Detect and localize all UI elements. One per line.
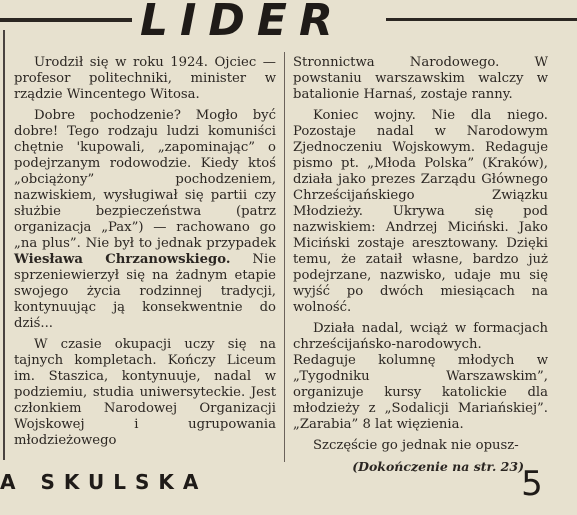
left-paragraph-2-start: Dobre pochodzenie? Mogło być dobre! Tego rodzaju ludzi komuniści chętnie 'kupowali, „zapominając” o podejrzanym rodowodzie. Kiedy ktoś „obciążony” pochodzeniem, nazwiskiem, wysługiwał się partii czy służbie bezpieczeństwa (patrz organizacja „Pax”) — rachowano go „na plus”. Nie był to jednak przypadek xyxy=(14,108,276,251)
left-paragraph-2-end: Nie sprzeniewierzył się na żadnym etapie swojego życia rodzinnej tradycji, kontynuując ją konsekwentnie do dziś... xyxy=(14,252,276,331)
left-paragraph-2 xyxy=(14,108,276,332)
right-paragraph-1: Stronnictwa Narodowego. W powstaniu warszawskim walczy w batalionie Harnaś, zostaje ranny. xyxy=(293,55,548,102)
right-paragraph-2: Koniec wojny. Nie dla niego. Pozostaje nadal w Narodowym Zjednoczeniu Wojskowym. Redaguje pismo pt. „Młoda Polska” (Kraków), działa jako prezes Zarządu Głównego Chrześcijańskiego Związku Młodzieży. Ukrywa się pod nazwiskiem: Andrzej Miciński. Jako Miciński zostaje aresztowany. Dzięki temu, że zataił własne, bardzo już podejrzane, nazwisko, udaje mu się wyjść po dwóch miesiącach na wolność. xyxy=(293,108,548,315)
header-rule-left xyxy=(0,18,132,22)
author-name: A SKULSKA xyxy=(0,470,208,494)
header-rule-right xyxy=(386,18,577,21)
article-title: LIDER xyxy=(140,0,345,46)
left-column xyxy=(14,55,276,460)
continuation-note: (Dokończenie na str. 23) xyxy=(352,459,524,474)
left-paragraph-3: W czasie okupacji uczy się na tajnych kompletach. Kończy Liceum im. Staszica, kontynuuje, nadal w podziemiu, studia uniwersyteckie. Jest członkiem Narodowej Organizacji Wojskowej i ugrupowania młodzieżowego xyxy=(14,337,276,448)
left-paragraph-1: Urodził się w roku 1924. Ojciec — profesor politechniki, minister w rządzie Wincentego Witosa. xyxy=(14,55,276,102)
right-paragraph-4: Szczęście go jednak nie opusz- xyxy=(313,438,519,453)
right-paragraph-3: Działa nadal, wciąż w formacjach chrześcijańsko-narodowych. Redaguje kolumnę młodych w „Tygodniku Warszawskim”, organizuje kursy katolickie dla młodzieży z „Sodalicji Mariańskiej”. „Zarabia” 8 lat więzienia. xyxy=(293,321,548,432)
page-border-line xyxy=(3,30,5,460)
subject-name: Wiesława Chrzanowskiego. xyxy=(14,252,231,267)
page-number: 5 xyxy=(521,464,543,504)
column-divider xyxy=(284,52,285,462)
right-column xyxy=(293,55,548,474)
